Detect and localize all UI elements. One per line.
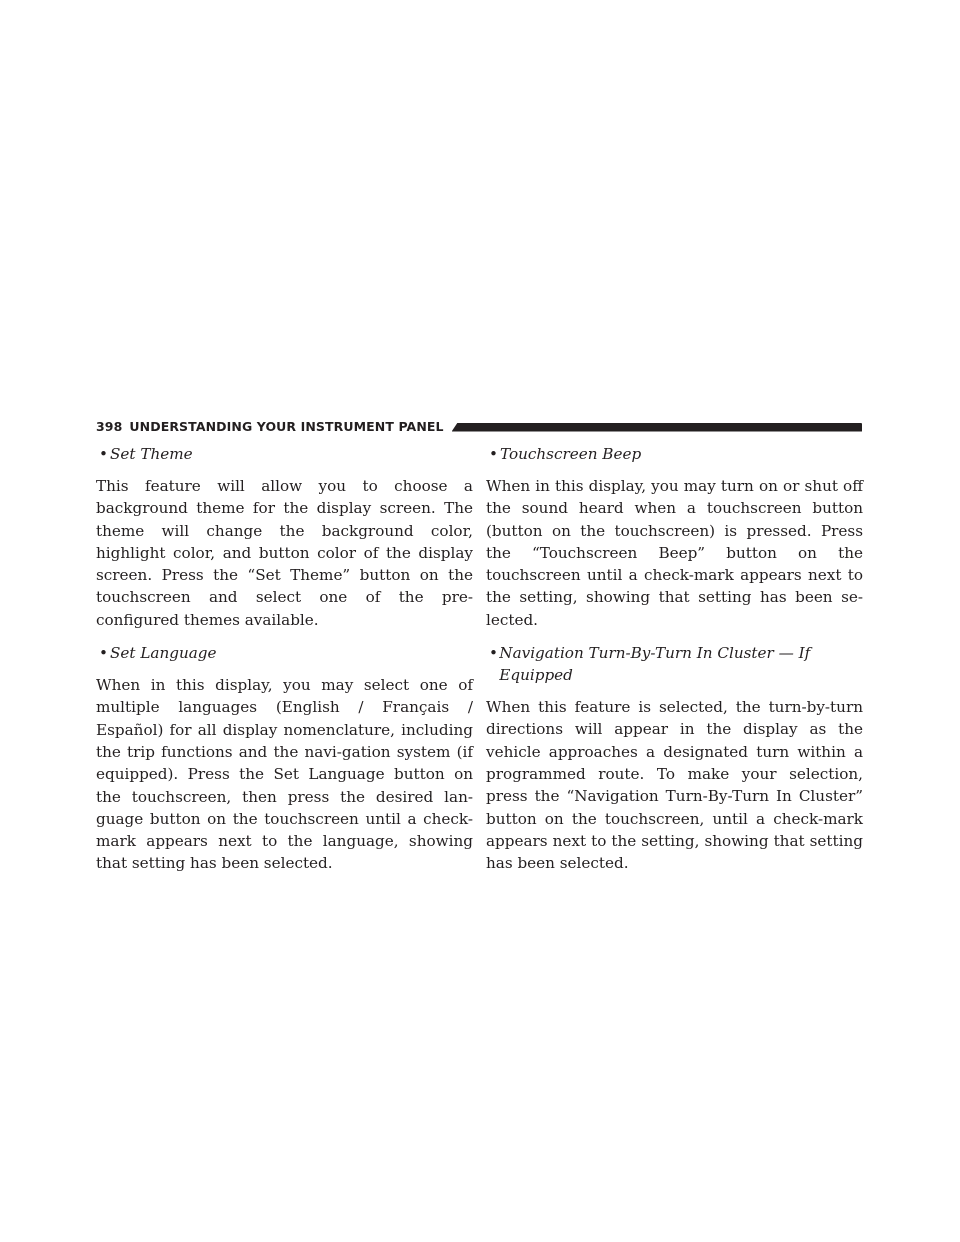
heading-text: Set Theme bbox=[110, 445, 193, 463]
bullet-icon: • bbox=[489, 644, 498, 663]
bullet-icon: • bbox=[99, 445, 108, 463]
bullet-heading-touchscreen-beep bbox=[486, 443, 863, 465]
bullet-heading-navigation-turn-by-turn bbox=[486, 642, 863, 686]
paragraph-touchscreen-beep: When in this display, you may turn on or shut off the sound heard when a touchscreen button (button on the touchscreen) is pressed. Press the “Touchscreen Beep” button on the touchscreen until a check-mark appears next to the setting, showing that setting has been se-lected. bbox=[486, 477, 863, 629]
bullet-icon: • bbox=[99, 644, 108, 663]
bullet-icon: • bbox=[489, 445, 498, 463]
heading-text: Navigation Turn-By-Turn In Cluster — If Equipped bbox=[499, 644, 811, 685]
page-header bbox=[96, 418, 862, 436]
left-column bbox=[96, 443, 473, 886]
heading-text: Touchscreen Beep bbox=[500, 445, 642, 463]
bullet-heading-set-theme bbox=[96, 443, 473, 465]
page-number: 398 bbox=[96, 419, 123, 434]
section-title: UNDERSTANDING YOUR INSTRUMENT PANEL bbox=[129, 419, 444, 434]
paragraph-navigation-turn-by-turn: When this feature is selected, the turn-by-turn directions will appear in the display as the vehicle approaches a designated turn within a programmed route. To make your selection, press the “Navigation Turn-By-Turn In Cluster” button on the touchscreen, until a check-mark appears next to the setting, showing that setting has been selected. bbox=[486, 698, 863, 873]
paragraph-set-language: When in this display, you may select one of multiple languages (English / Français / Español) for all display nomenclature, including the trip functions and the navi-gation system (if equipped). Press the Set Language button on the touchscreen, then press the desired lan-guage button on the touchscreen until a check-mark appears next to the language, showing that setting has been selected. bbox=[96, 676, 473, 873]
paragraph-set-theme: This feature will allow you to choose a background theme for the display screen. The theme will change the background color, highlight color, and button color of the display screen. Press the “Set Theme” button on the touchscreen and select one of the pre-configured themes available. bbox=[96, 477, 473, 629]
header-rule bbox=[452, 423, 862, 432]
right-column bbox=[486, 443, 863, 885]
bullet-heading-set-language bbox=[96, 642, 473, 664]
heading-text: Set Language bbox=[110, 644, 217, 663]
